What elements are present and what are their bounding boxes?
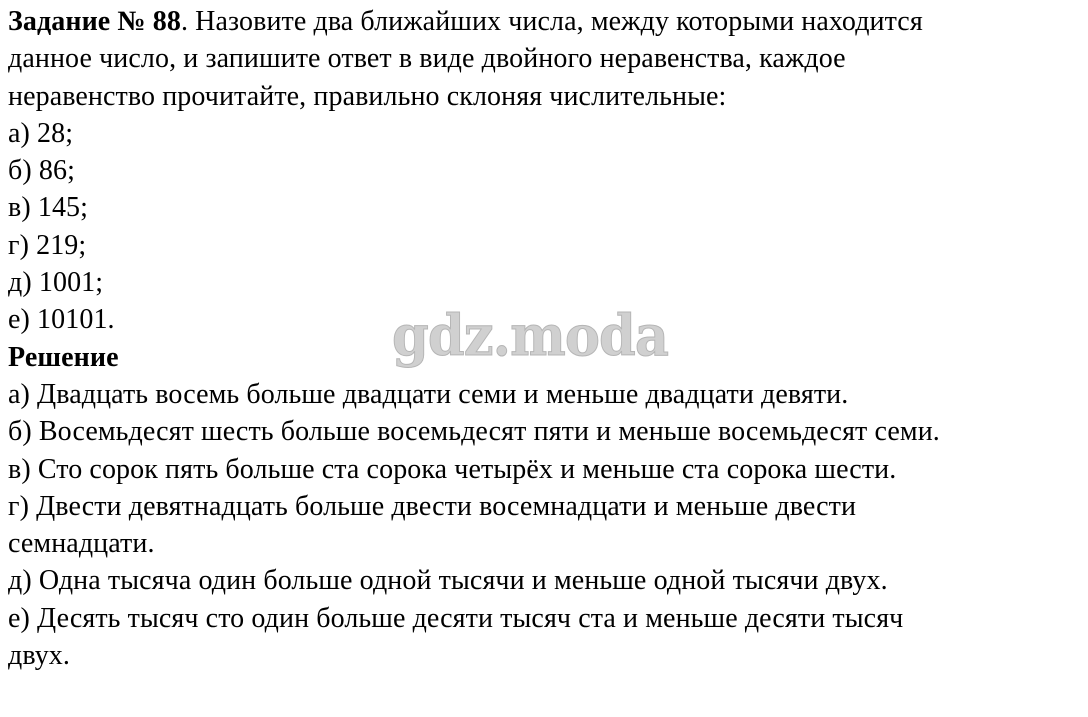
solution-heading: Решение — [8, 341, 119, 373]
task-item-d: д) 1001; — [8, 267, 104, 299]
task-item-v: в) 145; — [8, 192, 89, 224]
solution-line-g: г) Двести девятнадцать больше двести восемнадцати и меньше двести — [8, 490, 857, 522]
solution-line-b: б) Восемьдесят шесть больше восемьдесят пяти и меньше восемьдесят семи. — [8, 416, 940, 448]
task-first-line — [8, 3, 1084, 40]
task-item-b: б) 86; — [8, 155, 75, 187]
task-item-e: е) 10101. — [8, 304, 115, 336]
task-text-line-2: данное число, и запишите ответ в виде двойного неравенства, каждое — [8, 43, 846, 75]
document — [8, 3, 1084, 674]
solution-line-g-continued: семнадцати. — [8, 528, 155, 560]
solution-line-d: д) Одна тысяча один больше одной тысячи и меньше одной тысячи двух. — [8, 565, 888, 597]
solution-line-v: в) Сто сорок пять больше ста сорока четырёх и меньше ста сорока шести. — [8, 453, 897, 485]
task-item-g: г) 219; — [8, 229, 87, 261]
solution-line-a: а) Двадцать восемь больше двадцати семи и меньше двадцати девяти. — [8, 378, 849, 410]
task-heading: Задание № 88 — [8, 6, 181, 37]
task-text-line-1: . Назовите два ближайших числа, между которыми находится — [180, 6, 923, 37]
solution-line-e: е) Десять тысяч сто один больше десяти тысяч ста и меньше десяти тысяч — [8, 602, 904, 634]
task-text-line-3: неравенство прочитайте, правильно склоняя числительные: — [8, 80, 727, 112]
watermark-logo: gdz.moda — [392, 303, 669, 369]
solution-line-e-continued: двух. — [8, 640, 71, 672]
task-item-a: а) 28; — [8, 117, 74, 149]
